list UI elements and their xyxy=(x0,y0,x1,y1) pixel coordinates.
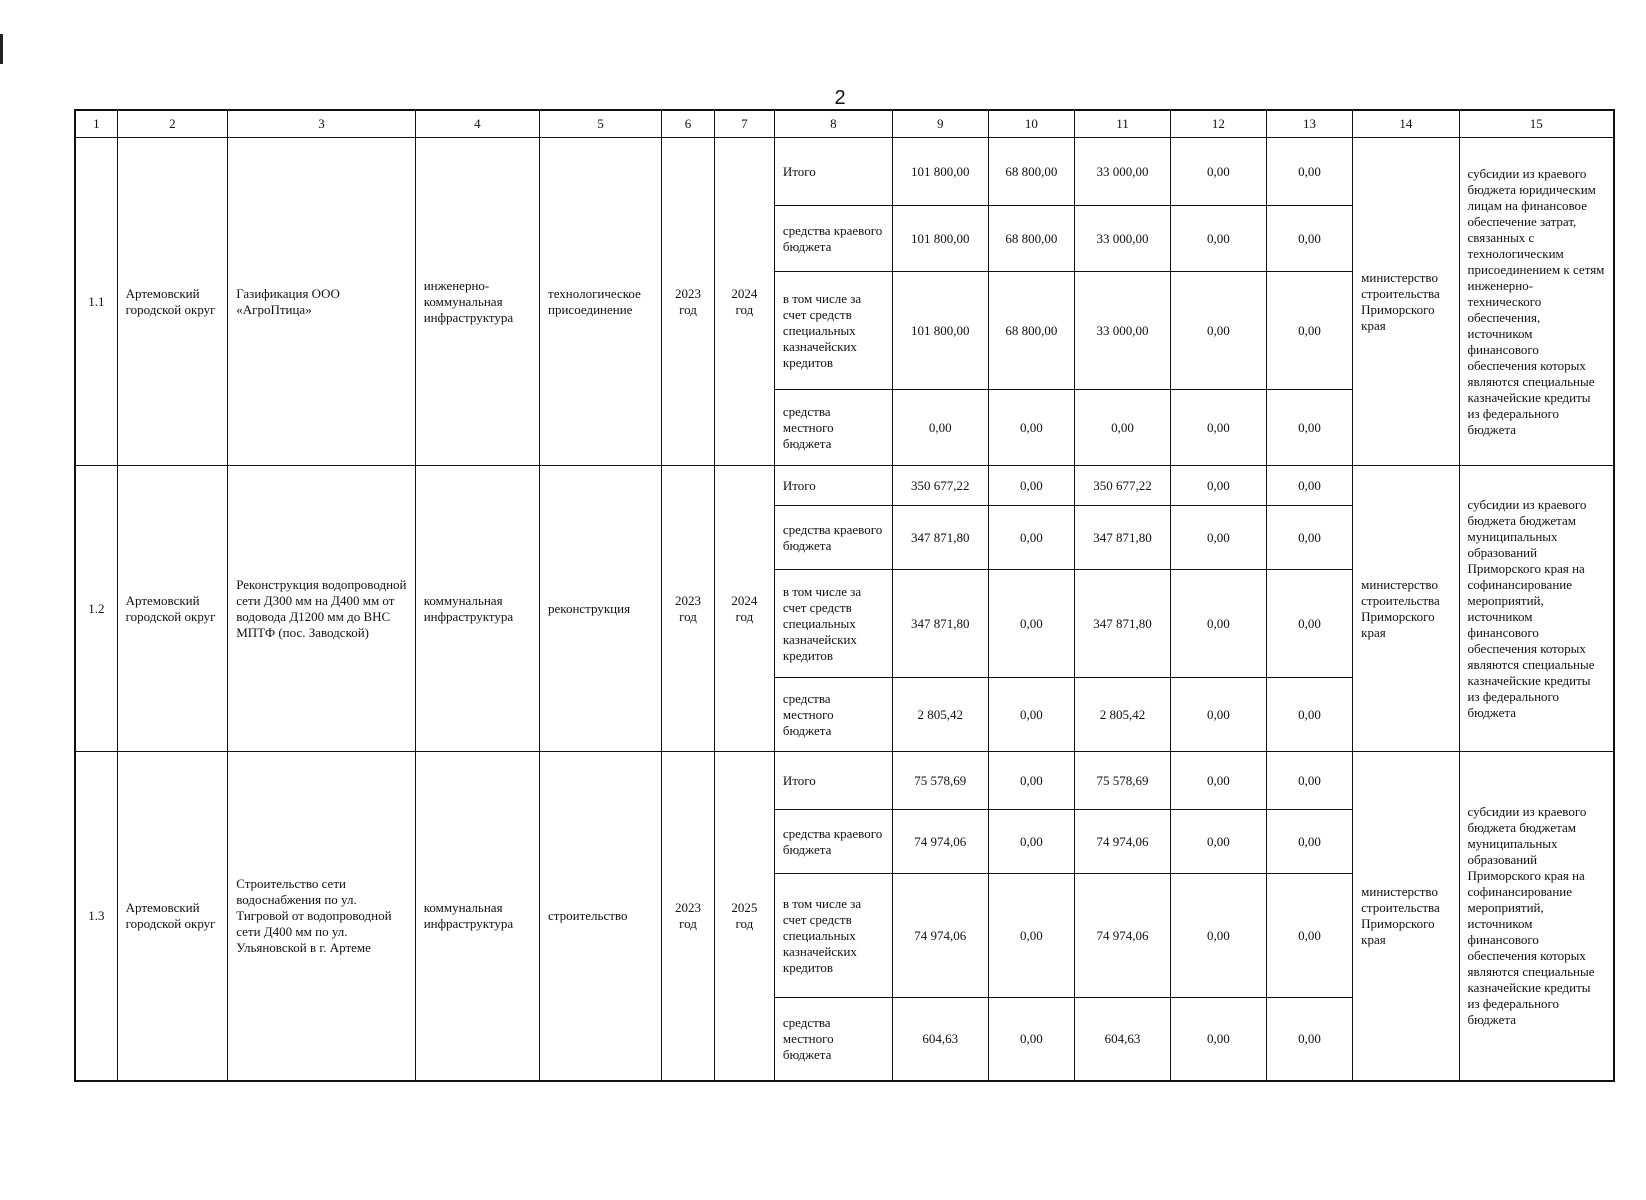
amount-cell: 0,00 xyxy=(1266,506,1352,570)
column-header: 2 xyxy=(117,110,228,138)
column-header: 13 xyxy=(1266,110,1352,138)
column-number-row xyxy=(75,110,1614,138)
object-name-cell: Реконструкция водопроводной сети Д300 мм на Д400 мм от водовода Д1200 мм до ВНС МПТФ (пос. Заводской) xyxy=(228,466,416,752)
amount-cell: 0,00 xyxy=(988,678,1074,752)
column-header: 14 xyxy=(1353,110,1459,138)
district-cell: Артемовский городской округ xyxy=(117,466,228,752)
amount-cell: 75 578,69 xyxy=(1075,752,1171,810)
page-number: 2 xyxy=(834,87,846,109)
amount-cell: 0,00 xyxy=(1170,272,1266,390)
column-header: 10 xyxy=(988,110,1074,138)
infrastructure-cell: инженерно-коммунальная инфраструктура xyxy=(415,138,539,466)
end-year-cell: 2024 год xyxy=(714,466,774,752)
amount-cell: 604,63 xyxy=(1075,998,1171,1081)
amount-cell: 33 000,00 xyxy=(1075,138,1171,206)
funding-source-cell: средства краевого бюджета xyxy=(774,810,892,874)
column-header: 3 xyxy=(228,110,416,138)
district-cell: Артемовский городской округ xyxy=(117,752,228,1081)
amount-cell: 101 800,00 xyxy=(892,272,988,390)
project-block xyxy=(75,466,1614,752)
infrastructure-cell: коммунальная инфраструктура xyxy=(415,752,539,1081)
amount-cell: 0,00 xyxy=(988,874,1074,998)
amount-cell: 0,00 xyxy=(1170,570,1266,678)
amount-cell: 0,00 xyxy=(1266,752,1352,810)
amount-cell: 0,00 xyxy=(988,506,1074,570)
column-header: 12 xyxy=(1170,110,1266,138)
notes-cell: субсидии из краевого бюджета бюджетам муниципальных образований Приморского края на софинансирование мероприятий, источником финансового обеспечения которых являются специальные казначейские кредиты из федерального бюджета xyxy=(1459,466,1614,752)
end-year-cell: 2025 год xyxy=(714,752,774,1081)
amount-cell: 0,00 xyxy=(1266,678,1352,752)
project-number: 1.2 xyxy=(75,466,117,752)
funding-source-cell: Итого xyxy=(774,138,892,206)
amount-cell: 347 871,80 xyxy=(1075,570,1171,678)
funding-source-cell: в том числе за счет средств специальных казначейских кредитов xyxy=(774,874,892,998)
amount-cell: 0,00 xyxy=(988,466,1074,506)
column-header: 6 xyxy=(662,110,715,138)
project-block xyxy=(75,752,1614,1081)
amount-cell: 74 974,06 xyxy=(892,810,988,874)
event-type-cell: технологическое присоединение xyxy=(540,138,662,466)
column-header: 9 xyxy=(892,110,988,138)
amount-cell: 0,00 xyxy=(1170,998,1266,1081)
object-name-cell: Строительство сети водоснабжения по ул. Тигровой от водопроводной сети Д400 мм по ул. Ульяновской в г. Артеме xyxy=(228,752,416,1081)
amount-cell: 0,00 xyxy=(1266,570,1352,678)
amount-cell: 68 800,00 xyxy=(988,272,1074,390)
table-row xyxy=(75,138,1614,206)
amount-cell: 0,00 xyxy=(1170,138,1266,206)
funding-source-cell: средства местного бюджета xyxy=(774,678,892,752)
amount-cell: 0,00 xyxy=(1170,390,1266,466)
responsible-cell: министерство строительства Приморского края xyxy=(1353,466,1459,752)
infrastructure-cell: коммунальная инфраструктура xyxy=(415,466,539,752)
amount-cell: 0,00 xyxy=(1170,466,1266,506)
amount-cell: 0,00 xyxy=(1266,206,1352,272)
amount-cell: 101 800,00 xyxy=(892,206,988,272)
funding-source-cell: средства краевого бюджета xyxy=(774,506,892,570)
column-header: 5 xyxy=(540,110,662,138)
funding-source-cell: Итого xyxy=(774,752,892,810)
start-year-cell: 2023 год xyxy=(662,466,715,752)
column-header: 1 xyxy=(75,110,117,138)
event-type-cell: реконструкция xyxy=(540,466,662,752)
amount-cell: 0,00 xyxy=(1266,466,1352,506)
column-header: 11 xyxy=(1075,110,1171,138)
amount-cell: 0,00 xyxy=(1170,206,1266,272)
district-cell: Артемовский городской округ xyxy=(117,138,228,466)
start-year-cell: 2023 год xyxy=(662,138,715,466)
project-number: 1.3 xyxy=(75,752,117,1081)
amount-cell: 33 000,00 xyxy=(1075,272,1171,390)
amount-cell: 0,00 xyxy=(1170,810,1266,874)
amount-cell: 0,00 xyxy=(1266,272,1352,390)
responsible-cell: министерство строительства Приморского края xyxy=(1353,138,1459,466)
scan-edge-mark xyxy=(0,34,3,64)
amount-cell: 74 974,06 xyxy=(1075,874,1171,998)
amount-cell: 0,00 xyxy=(892,390,988,466)
amount-cell: 0,00 xyxy=(1266,874,1352,998)
notes-cell: субсидии из краевого бюджета бюджетам муниципальных образований Приморского края на софинансирование мероприятий, источником финансового обеспечения которых являются специальные казначейские кредиты из федерального бюджета xyxy=(1459,752,1614,1081)
amount-cell: 0,00 xyxy=(988,390,1074,466)
amount-cell: 0,00 xyxy=(1170,874,1266,998)
start-year-cell: 2023 год xyxy=(662,752,715,1081)
amount-cell: 0,00 xyxy=(1170,678,1266,752)
amount-cell: 74 974,06 xyxy=(1075,810,1171,874)
amount-cell: 2 805,42 xyxy=(892,678,988,752)
amount-cell: 33 000,00 xyxy=(1075,206,1171,272)
amount-cell: 101 800,00 xyxy=(892,138,988,206)
amount-cell: 350 677,22 xyxy=(892,466,988,506)
table-row xyxy=(75,752,1614,810)
column-header: 4 xyxy=(415,110,539,138)
project-block xyxy=(75,138,1614,466)
amount-cell: 0,00 xyxy=(1266,138,1352,206)
amount-cell: 0,00 xyxy=(988,752,1074,810)
amount-cell: 0,00 xyxy=(988,570,1074,678)
column-header: 15 xyxy=(1459,110,1614,138)
funding-source-cell: средства местного бюджета xyxy=(774,390,892,466)
amount-cell: 2 805,42 xyxy=(1075,678,1171,752)
amount-cell: 350 677,22 xyxy=(1075,466,1171,506)
amount-cell: 0,00 xyxy=(1170,752,1266,810)
amount-cell: 68 800,00 xyxy=(988,138,1074,206)
amount-cell: 0,00 xyxy=(1266,390,1352,466)
amount-cell: 0,00 xyxy=(1075,390,1171,466)
funding-source-cell: в том числе за счет средств специальных казначейских кредитов xyxy=(774,570,892,678)
responsible-cell: министерство строительства Приморского края xyxy=(1353,752,1459,1081)
column-header: 8 xyxy=(774,110,892,138)
amount-cell: 604,63 xyxy=(892,998,988,1081)
project-number: 1.1 xyxy=(75,138,117,466)
amount-cell: 0,00 xyxy=(988,810,1074,874)
funding-source-cell: средства краевого бюджета xyxy=(774,206,892,272)
funding-source-cell: в том числе за счет средств специальных казначейских кредитов xyxy=(774,272,892,390)
column-header: 7 xyxy=(714,110,774,138)
table-row xyxy=(75,466,1614,506)
event-type-cell: строительство xyxy=(540,752,662,1081)
program-table xyxy=(74,109,1615,1082)
funding-source-cell: Итого xyxy=(774,466,892,506)
end-year-cell: 2024 год xyxy=(714,138,774,466)
object-name-cell: Газификация ООО «АгроПтица» xyxy=(228,138,416,466)
amount-cell: 0,00 xyxy=(988,998,1074,1081)
amount-cell: 74 974,06 xyxy=(892,874,988,998)
amount-cell: 347 871,80 xyxy=(892,570,988,678)
funding-source-cell: средства местного бюджета xyxy=(774,998,892,1081)
amount-cell: 347 871,80 xyxy=(892,506,988,570)
amount-cell: 68 800,00 xyxy=(988,206,1074,272)
amount-cell: 347 871,80 xyxy=(1075,506,1171,570)
notes-cell: субсидии из краевого бюджета юридическим лицам на финансовое обеспечение затрат, связанных с технологическим присоединением к сетям инженерно-технического обеспечения, источником финансового обеспечения которых являются специальные казначейские кредиты из федерального бюджета xyxy=(1459,138,1614,466)
amount-cell: 0,00 xyxy=(1170,506,1266,570)
amount-cell: 75 578,69 xyxy=(892,752,988,810)
amount-cell: 0,00 xyxy=(1266,998,1352,1081)
amount-cell: 0,00 xyxy=(1266,810,1352,874)
